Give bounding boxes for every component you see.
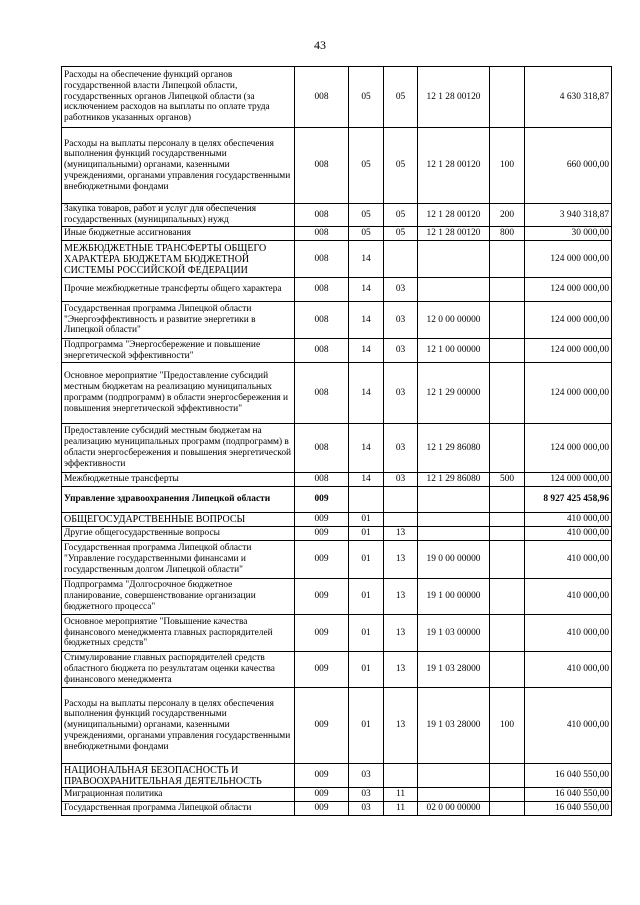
row-amount: 410 000,00 bbox=[525, 541, 612, 579]
table-row bbox=[62, 764, 612, 788]
row-target-article-code: 19 1 00 00000 bbox=[418, 579, 490, 615]
row-amount: 4 630 318,87 bbox=[525, 67, 612, 128]
row-subsection-code: 03 bbox=[384, 278, 418, 302]
row-amount: 410 000,00 bbox=[525, 688, 612, 764]
row-name: ОБЩЕГОСУДАРСТВЕННЫЕ ВОПРОСЫ bbox=[62, 513, 295, 527]
row-subsection-code bbox=[384, 241, 418, 278]
row-name: Другие общегосударственные вопросы bbox=[62, 527, 295, 541]
row-gr-code: 008 bbox=[295, 227, 349, 241]
row-target-article-code bbox=[418, 513, 490, 527]
table-row bbox=[62, 128, 612, 204]
row-gr-code: 009 bbox=[295, 688, 349, 764]
row-section-code: 14 bbox=[349, 363, 384, 424]
row-gr-code: 008 bbox=[295, 302, 349, 339]
row-gr-code: 009 bbox=[295, 764, 349, 788]
row-expense-type-code: 200 bbox=[490, 204, 525, 227]
row-amount: 124 000 000,00 bbox=[525, 302, 612, 339]
table-row bbox=[62, 652, 612, 688]
row-name: Прочие межбюджетные трансферты общего характера bbox=[62, 278, 295, 302]
row-section-code: 01 bbox=[349, 513, 384, 527]
row-gr-code: 009 bbox=[295, 652, 349, 688]
row-target-article-code: 12 1 00 00000 bbox=[418, 339, 490, 363]
table-row bbox=[62, 363, 612, 424]
row-name: Предоставление субсидий местным бюджетам на реализацию муниципальных программ (подпрограмм) в области энергосбережения и повышения энергетической эффективности bbox=[62, 424, 295, 473]
row-name: Государственная программа Липецкой области "Управление государственными финансами и государственным долгом Липецкой области" bbox=[62, 541, 295, 579]
row-section-code: 01 bbox=[349, 579, 384, 615]
row-expense-type-code bbox=[490, 241, 525, 278]
row-gr-code: 008 bbox=[295, 473, 349, 487]
table-row bbox=[62, 339, 612, 363]
row-amount: 16 040 550,00 bbox=[525, 788, 612, 802]
row-section-code: 05 bbox=[349, 227, 384, 241]
row-amount: 124 000 000,00 bbox=[525, 363, 612, 424]
table-row bbox=[62, 513, 612, 527]
table-row bbox=[62, 527, 612, 541]
row-subsection-code bbox=[384, 764, 418, 788]
row-expense-type-code: 800 bbox=[490, 227, 525, 241]
row-gr-code: 009 bbox=[295, 527, 349, 541]
row-amount: 8 927 425 458,96 bbox=[525, 487, 612, 513]
row-expense-type-code bbox=[490, 615, 525, 652]
row-name: Миграционная политика bbox=[62, 788, 295, 802]
row-amount: 410 000,00 bbox=[525, 615, 612, 652]
row-subsection-code: 03 bbox=[384, 339, 418, 363]
row-name: Расходы на выплаты персоналу в целях обеспечения выполнения функций государственными (муниципальными) органами, казенными учреждениями, органами управления государственными внебюджетными фондами bbox=[62, 128, 295, 204]
row-expense-type-code bbox=[490, 67, 525, 128]
row-subsection-code: 05 bbox=[384, 67, 418, 128]
table-row bbox=[62, 67, 612, 128]
row-gr-code: 009 bbox=[295, 788, 349, 802]
row-gr-code: 009 bbox=[295, 487, 349, 513]
row-expense-type-code bbox=[490, 802, 525, 816]
row-expense-type-code bbox=[490, 339, 525, 363]
row-section-code: 14 bbox=[349, 241, 384, 278]
table-row bbox=[62, 615, 612, 652]
row-gr-code: 008 bbox=[295, 128, 349, 204]
row-gr-code: 009 bbox=[295, 802, 349, 816]
table-row bbox=[62, 788, 612, 802]
table-row bbox=[62, 424, 612, 473]
row-target-article-code: 12 1 28 00120 bbox=[418, 204, 490, 227]
row-section-code: 05 bbox=[349, 204, 384, 227]
row-name: НАЦИОНАЛЬНАЯ БЕЗОПАСНОСТЬ И ПРАВООХРАНИТЕЛЬНАЯ ДЕЯТЕЛЬНОСТЬ bbox=[62, 764, 295, 788]
row-expense-type-code: 100 bbox=[490, 688, 525, 764]
table-row bbox=[62, 241, 612, 278]
row-gr-code: 008 bbox=[295, 278, 349, 302]
row-section-code: 01 bbox=[349, 527, 384, 541]
budget-table bbox=[61, 66, 612, 816]
row-name: МЕЖБЮДЖЕТНЫЕ ТРАНСФЕРТЫ ОБЩЕГО ХАРАКТЕРА БЮДЖЕТАМ БЮДЖЕТНОЙ СИСТЕМЫ РОССИЙСКОЙ ФЕДЕРАЦИИ bbox=[62, 241, 295, 278]
row-gr-code: 009 bbox=[295, 541, 349, 579]
row-section-code: 14 bbox=[349, 339, 384, 363]
row-gr-code: 008 bbox=[295, 339, 349, 363]
row-name: Стимулирование главных распорядителей средств областного бюджета по результатам оценки качества финансового менеджмента bbox=[62, 652, 295, 688]
row-expense-type-code bbox=[490, 363, 525, 424]
row-target-article-code: 12 1 28 00120 bbox=[418, 67, 490, 128]
row-amount: 124 000 000,00 bbox=[525, 339, 612, 363]
row-subsection-code bbox=[384, 513, 418, 527]
row-section-code: 14 bbox=[349, 278, 384, 302]
row-subsection-code: 13 bbox=[384, 541, 418, 579]
row-subsection-code: 13 bbox=[384, 527, 418, 541]
row-section-code: 01 bbox=[349, 615, 384, 652]
row-expense-type-code bbox=[490, 652, 525, 688]
row-amount: 16 040 550,00 bbox=[525, 764, 612, 788]
row-expense-type-code bbox=[490, 764, 525, 788]
row-subsection-code: 13 bbox=[384, 688, 418, 764]
row-section-code: 05 bbox=[349, 128, 384, 204]
row-amount: 410 000,00 bbox=[525, 579, 612, 615]
row-gr-code: 009 bbox=[295, 513, 349, 527]
row-section-code: 14 bbox=[349, 473, 384, 487]
page-number: 43 bbox=[314, 38, 326, 52]
row-name: Государственная программа Липецкой области bbox=[62, 802, 295, 816]
row-name: Подпрограмма "Энергосбережение и повышение энергетической эффективности" bbox=[62, 339, 295, 363]
row-subsection-code: 05 bbox=[384, 204, 418, 227]
table-row bbox=[62, 802, 612, 816]
row-expense-type-code: 500 bbox=[490, 473, 525, 487]
row-name: Закупка товаров, работ и услуг для обеспечения государственных (муниципальных) нужд bbox=[62, 204, 295, 227]
row-target-article-code: 19 1 03 28000 bbox=[418, 652, 490, 688]
row-amount: 124 000 000,00 bbox=[525, 473, 612, 487]
row-amount: 16 040 550,00 bbox=[525, 802, 612, 816]
row-target-article-code: 19 1 03 00000 bbox=[418, 615, 490, 652]
row-target-article-code: 12 1 29 00000 bbox=[418, 363, 490, 424]
row-expense-type-code bbox=[490, 541, 525, 579]
table-row bbox=[62, 473, 612, 487]
row-target-article-code: 12 1 28 00120 bbox=[418, 128, 490, 204]
row-target-article-code: 19 1 03 28000 bbox=[418, 688, 490, 764]
row-section-code: 05 bbox=[349, 67, 384, 128]
table-row bbox=[62, 302, 612, 339]
row-name: Иные бюджетные ассигнования bbox=[62, 227, 295, 241]
row-gr-code: 008 bbox=[295, 241, 349, 278]
row-subsection-code: 05 bbox=[384, 227, 418, 241]
row-expense-type-code bbox=[490, 513, 525, 527]
row-subsection-code bbox=[384, 487, 418, 513]
row-amount: 660 000,00 bbox=[525, 128, 612, 204]
row-subsection-code: 13 bbox=[384, 652, 418, 688]
table-row bbox=[62, 688, 612, 764]
row-target-article-code: 02 0 00 00000 bbox=[418, 802, 490, 816]
row-section-code: 03 bbox=[349, 764, 384, 788]
row-target-article-code: 12 1 29 86080 bbox=[418, 424, 490, 473]
row-subsection-code: 11 bbox=[384, 788, 418, 802]
row-name: Подпрограмма "Долгосрочное бюджетное планирование, совершенствование организации бюджетного процесса" bbox=[62, 579, 295, 615]
budget-table-body bbox=[62, 67, 612, 816]
row-expense-type-code bbox=[490, 579, 525, 615]
row-subsection-code: 03 bbox=[384, 363, 418, 424]
row-name: Государственная программа Липецкой области "Энергоэффективность и развитие энергетики в Липецкой области" bbox=[62, 302, 295, 339]
row-target-article-code bbox=[418, 278, 490, 302]
table-row bbox=[62, 579, 612, 615]
row-gr-code: 008 bbox=[295, 424, 349, 473]
table-row bbox=[62, 278, 612, 302]
row-gr-code: 009 bbox=[295, 615, 349, 652]
row-subsection-code: 05 bbox=[384, 128, 418, 204]
table-row bbox=[62, 204, 612, 227]
row-section-code: 01 bbox=[349, 652, 384, 688]
row-expense-type-code bbox=[490, 788, 525, 802]
row-target-article-code: 12 1 29 86080 bbox=[418, 473, 490, 487]
row-name: Основное мероприятие "Предоставление субсидий местным бюджетам на реализацию муниципальных программ (подпрограмм) в области энергосбережения и повышения энергетической эффективности" bbox=[62, 363, 295, 424]
row-expense-type-code bbox=[490, 302, 525, 339]
row-section-code: 03 bbox=[349, 788, 384, 802]
row-section-code: 01 bbox=[349, 541, 384, 579]
row-target-article-code: 12 0 00 00000 bbox=[418, 302, 490, 339]
row-expense-type-code bbox=[490, 487, 525, 513]
table-row bbox=[62, 541, 612, 579]
row-amount: 30 000,00 bbox=[525, 227, 612, 241]
row-amount: 124 000 000,00 bbox=[525, 278, 612, 302]
row-section-code: 01 bbox=[349, 688, 384, 764]
row-target-article-code: 19 0 00 00000 bbox=[418, 541, 490, 579]
row-gr-code: 009 bbox=[295, 579, 349, 615]
row-name: Расходы на выплаты персоналу в целях обеспечения выполнения функций государственными (муниципальными) органами, казенными учреждениями, органами управления государственными внебюджетными фондами bbox=[62, 688, 295, 764]
row-target-article-code bbox=[418, 241, 490, 278]
row-subsection-code: 03 bbox=[384, 424, 418, 473]
row-section-code: 03 bbox=[349, 802, 384, 816]
row-subsection-code: 13 bbox=[384, 579, 418, 615]
row-name: Основное мероприятие "Повышение качества финансового менеджмента главных распорядителей бюджетных средств" bbox=[62, 615, 295, 652]
row-amount: 124 000 000,00 bbox=[525, 241, 612, 278]
row-section-code bbox=[349, 487, 384, 513]
row-subsection-code: 13 bbox=[384, 615, 418, 652]
row-expense-type-code: 100 bbox=[490, 128, 525, 204]
row-target-article-code bbox=[418, 788, 490, 802]
row-expense-type-code bbox=[490, 278, 525, 302]
row-section-code: 14 bbox=[349, 424, 384, 473]
row-amount: 3 940 318,87 bbox=[525, 204, 612, 227]
row-amount: 410 000,00 bbox=[525, 513, 612, 527]
table-row bbox=[62, 487, 612, 513]
row-amount: 410 000,00 bbox=[525, 527, 612, 541]
row-target-article-code bbox=[418, 487, 490, 513]
row-target-article-code bbox=[418, 527, 490, 541]
row-gr-code: 008 bbox=[295, 204, 349, 227]
row-amount: 410 000,00 bbox=[525, 652, 612, 688]
row-subsection-code: 03 bbox=[384, 302, 418, 339]
row-expense-type-code bbox=[490, 527, 525, 541]
row-name: Расходы на обеспечение функций органов государственной власти Липецкой области, государственных органов Липецкой области (за исключением расходов на выплаты по оплате труда работников указанных органов) bbox=[62, 67, 295, 128]
row-section-code: 14 bbox=[349, 302, 384, 339]
row-target-article-code bbox=[418, 764, 490, 788]
row-target-article-code: 12 1 28 00120 bbox=[418, 227, 490, 241]
row-subsection-code: 11 bbox=[384, 802, 418, 816]
row-gr-code: 008 bbox=[295, 363, 349, 424]
row-subsection-code: 03 bbox=[384, 473, 418, 487]
table-row bbox=[62, 227, 612, 241]
row-expense-type-code bbox=[490, 424, 525, 473]
row-gr-code: 008 bbox=[295, 67, 349, 128]
row-amount: 124 000 000,00 bbox=[525, 424, 612, 473]
row-name: Межбюджетные трансферты bbox=[62, 473, 295, 487]
row-name: Управление здравоохранения Липецкой области bbox=[62, 487, 295, 513]
